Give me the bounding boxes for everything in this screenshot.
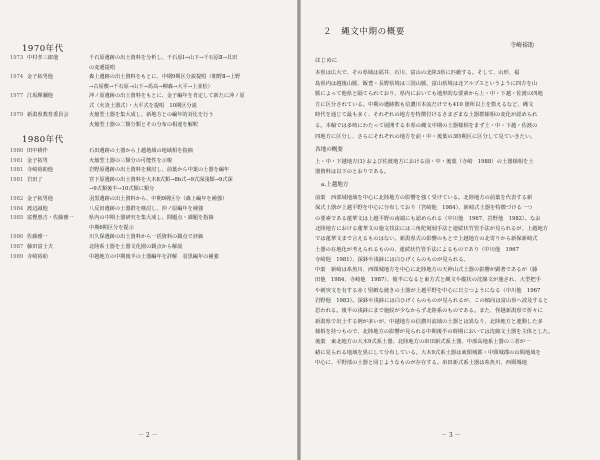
text-line: 器資料は以下のとおりである。 [315, 169, 390, 176]
text-line: の要素である蓮華文は上越平野の南端にも認められる（中川他 1967、岩野他 1982）。なお [315, 215, 541, 222]
page-number-left: － 2 － [138, 432, 158, 439]
row-description: 中越地方の中期後半の土器編年を詳解 羽黒編年の補強 [89, 253, 219, 260]
text-line: 新潟県で出土する例が多いが、中越地方の信濃川流域の土器とは異なり、北陸地方と連動した多 [315, 318, 543, 325]
row-researcher: 佐藤雅一 [27, 234, 48, 241]
chronology-row [10, 224, 289, 234]
row-description: 宮下原遺跡の出土資料を大木8式類→8b式→9式深浅類→9式深 [89, 176, 233, 183]
chronology-row [10, 83, 289, 93]
chronology-row [10, 214, 289, 224]
decade-heading-1980s: 1980年代 [22, 135, 64, 145]
row-year: 1989 [10, 253, 24, 260]
row-year: 1973 [10, 55, 24, 61]
row-researcher: 江坂輝彌他 [27, 93, 53, 99]
left-page [0, 0, 297, 460]
row-description: 羽黒遺跡の出土資料から、中期9期区分（森上編年を補強） [89, 196, 228, 202]
row-description: 北陸系土器を土器文化圏の観点から解説 [89, 244, 183, 250]
section-heading-joetsu: a.上越地方 [321, 182, 349, 188]
text-line: 前葉 西部域地域を中心に北陸地方の影響を強く受けている。北陸地方の前葉を代表する新 [315, 195, 533, 201]
row-researcher: 寺崎裕助 [27, 253, 48, 260]
row-researcher: 寺崎裕助他 [27, 167, 53, 174]
chronology-row [10, 64, 289, 74]
text-line: 中心に、平野部の土器と同じようなものが存在する。串田新式系土器は糸魚川、西頸城地 [315, 359, 527, 366]
row-description: →9式類後半→10式類に類分 [89, 186, 155, 193]
text-line: では蓮華文まで言えるものはない。新潟県式の影響のもとで上越地方の北寄りから新保新崎式 [315, 236, 538, 243]
text-line: 島県内は越後山脈、飯豊・長野県境は三国山脈、富山県境は北アルプスというように四方を山 [315, 80, 538, 87]
chronology-row [10, 157, 289, 167]
chapter-title: ２ 縄文中期の概要 [323, 27, 405, 37]
section-heading-overview: 各地の概要 [315, 147, 343, 153]
row-year: 1981 [10, 167, 24, 174]
chronology-row [10, 54, 289, 64]
row-year: 1986 [10, 234, 24, 241]
text-line: 土器の在地化が考えられるものの、連続状竹管手法によるものであり（中川他 1967 [315, 246, 519, 253]
text-line: る。本稿では多岐にわたって展開する本県の縄文中期の土器様相をまず上・中・下越・佐渡の [315, 123, 538, 129]
row-researcher: 金子拓男 [27, 157, 48, 164]
row-year: 1982 [10, 196, 24, 202]
chronology-row [10, 195, 289, 205]
row-researcher: 岩田了 [27, 176, 43, 183]
row-description: 火焔型土器を集大成し、新地方との編年的対比を行う [89, 112, 214, 118]
row-year: 1977 [10, 93, 24, 99]
right-page [301, 0, 600, 460]
row-researcher: 渡辺誠他 [27, 205, 48, 212]
row-description: 中期6期区分を提示 [89, 224, 134, 231]
intro-heading: はじめに [315, 58, 338, 64]
text-line: 様相を持つもので、北陸地方の影響が見られる中期後半の時期においては沈線文土器を主体とした。 [315, 328, 554, 335]
text-line: 四地方に区分し、さらにそれぞれの地方を前・中・後葉の3時期区に区分して見ていきたい。 [315, 133, 536, 140]
text-line: 田他 1984、寺崎他 1987）、後半になると東方式と縄文や縦状の沈線文が施され、大型把手 [315, 277, 541, 284]
text-line: 方に区分されている。中期の遺跡数も信濃川本流だけでも410 箇所以上を数えるなど、縄文 [315, 101, 534, 108]
author-name: 寺崎裕助 [509, 42, 534, 49]
chronology-row [10, 253, 289, 263]
text-line: 寺崎他 1981）、深鉢や浅鉢には白ひげくらのものが見られる。 [315, 256, 469, 263]
chronology-row [10, 166, 289, 176]
chronology-row [10, 111, 289, 121]
row-description: 火焔型土器の二類分類とその分布の相違を解釈 [89, 121, 198, 128]
chronology-row [10, 205, 289, 215]
text-line: 北陸地方における蓮華文の施文技法には三角陀刻刻手法と連続状竹管手法が見られるが、上越地方 [315, 225, 549, 232]
text-line: 保式土器が上越平野を中心に分布しており（宮崎他 1984）、新崎式土器を特徴づける一つ [315, 205, 533, 212]
chronology-row [10, 176, 289, 186]
chronology-row [10, 92, 289, 102]
row-year: 1987 [10, 244, 24, 250]
text-line: 時代を通じて最も多く、それぞれの地方を特徴付けるさまざまな土器群様相の変化が認められ [315, 112, 538, 119]
chronology-row [10, 233, 289, 243]
row-description: 火焔型土器の三類分の可能性を示唆 [89, 157, 173, 164]
row-year: 1985 [10, 215, 24, 222]
text-line: 本県は広大で、その県域は福井、石川、富山の北陸3県に匹敵する。そして、山形、福 [315, 70, 520, 76]
text-line: 岩野他 1983）。深鉢や浅鉢には白ひげくらのものが見られるが、この傾向は富山県へ波及すると [315, 298, 549, 304]
row-year: 1981 [10, 176, 24, 183]
row-description: 森上遺跡の出土資料をもとに、中期9期区分説提唱（朝野Ⅱ→上野 [89, 74, 241, 80]
text-line: 上・中・下越地方(1) および佐渡地方における前・中・後葉（寺崎 1988）の土器様相を土 [315, 159, 534, 165]
chronology-row [10, 147, 289, 157]
row-researcher: 富樫惠吉・佐藤雅一 [27, 215, 74, 222]
chronology-row [10, 73, 289, 83]
row-description: 千石原遺跡の出土資料を分析し、千石原Ⅰ→山下→千石原Ⅱ→貝田 [89, 55, 238, 61]
page-number-right: － 3 － [441, 432, 461, 439]
text-line: 後葉 東北地方の大木9式系土器、北陸地方の串田新式系土器、中部高地系土器の三者が一 [315, 339, 531, 346]
text-line: 脈によって他県と隔てられており、県内においても地形的な要素から上・中・下越・佐渡の四地 [315, 91, 543, 98]
chronology-row [10, 102, 289, 112]
row-researcher: 金子拓男他 [27, 74, 53, 80]
row-description: 式（火炎土器式）・大平式を提唱 10期区分説 [89, 102, 197, 109]
row-description: の変遷提唱 [89, 64, 115, 71]
row-description: 八反田遺跡の土器群を検討し、沖ノ原編年を補強 [89, 205, 204, 212]
row-description: →古屋敷→千石原→山下→馬高→柳森→大平→上並松） [89, 83, 213, 90]
row-year: 1980 [10, 148, 24, 154]
row-description: 石田遺跡の土器から上越地域の地域相を指摘 [89, 148, 193, 154]
row-researcher: 新潟県教育委員会 [27, 112, 69, 118]
row-researcher: 中村孝三郎他 [27, 55, 59, 61]
text-line: 緒に見られる地域を異にして分布している。大木9式系土器は東頸城郡・中頸城郡の山間地域を [315, 349, 541, 356]
row-year: 1984 [10, 205, 24, 212]
row-description: 県内の中期土器研究を集大成し、問題点・課題を指摘 [89, 215, 214, 222]
row-description: 岩野原遺跡の出土資料を検討し、前葉から中葉の土器を編年 [89, 167, 230, 174]
text-line: や刺突文を有する赤く堅緻な焼きの土器が上越平野を中心に日立つようになる（中川他 1967 [315, 287, 541, 294]
row-researcher: 藤田富士夫 [27, 244, 53, 250]
row-researcher: 田中耕作 [27, 148, 48, 154]
decade-heading-1970s: 1970年代 [22, 44, 64, 54]
row-description: 川久保遺跡の出土資料から一括資料の観点で評価 [89, 234, 204, 241]
row-description: 沖ノ原遺跡の出土資料をもとに、金子編年を肯定して新たに沖ノ原 [89, 93, 245, 99]
row-year: 1974 [10, 74, 24, 80]
chronology-row [10, 121, 289, 131]
text-line: 思われる。後半の浅鉢にまで施紋が少なからず北陸系のものである。また、怪越新潟県で折々に [315, 308, 543, 315]
row-researcher: 金子拓男他 [27, 196, 53, 202]
text-line: 中葉 新崎は糸魚川、西頸城地方を中心に北陸地方の天神山式土器の影響が顕著であるが（藤 [315, 267, 538, 274]
row-year: 1979 [10, 112, 24, 118]
row-year: 1981 [10, 157, 24, 164]
chronology-row [10, 185, 289, 195]
chronology-row [10, 243, 289, 253]
